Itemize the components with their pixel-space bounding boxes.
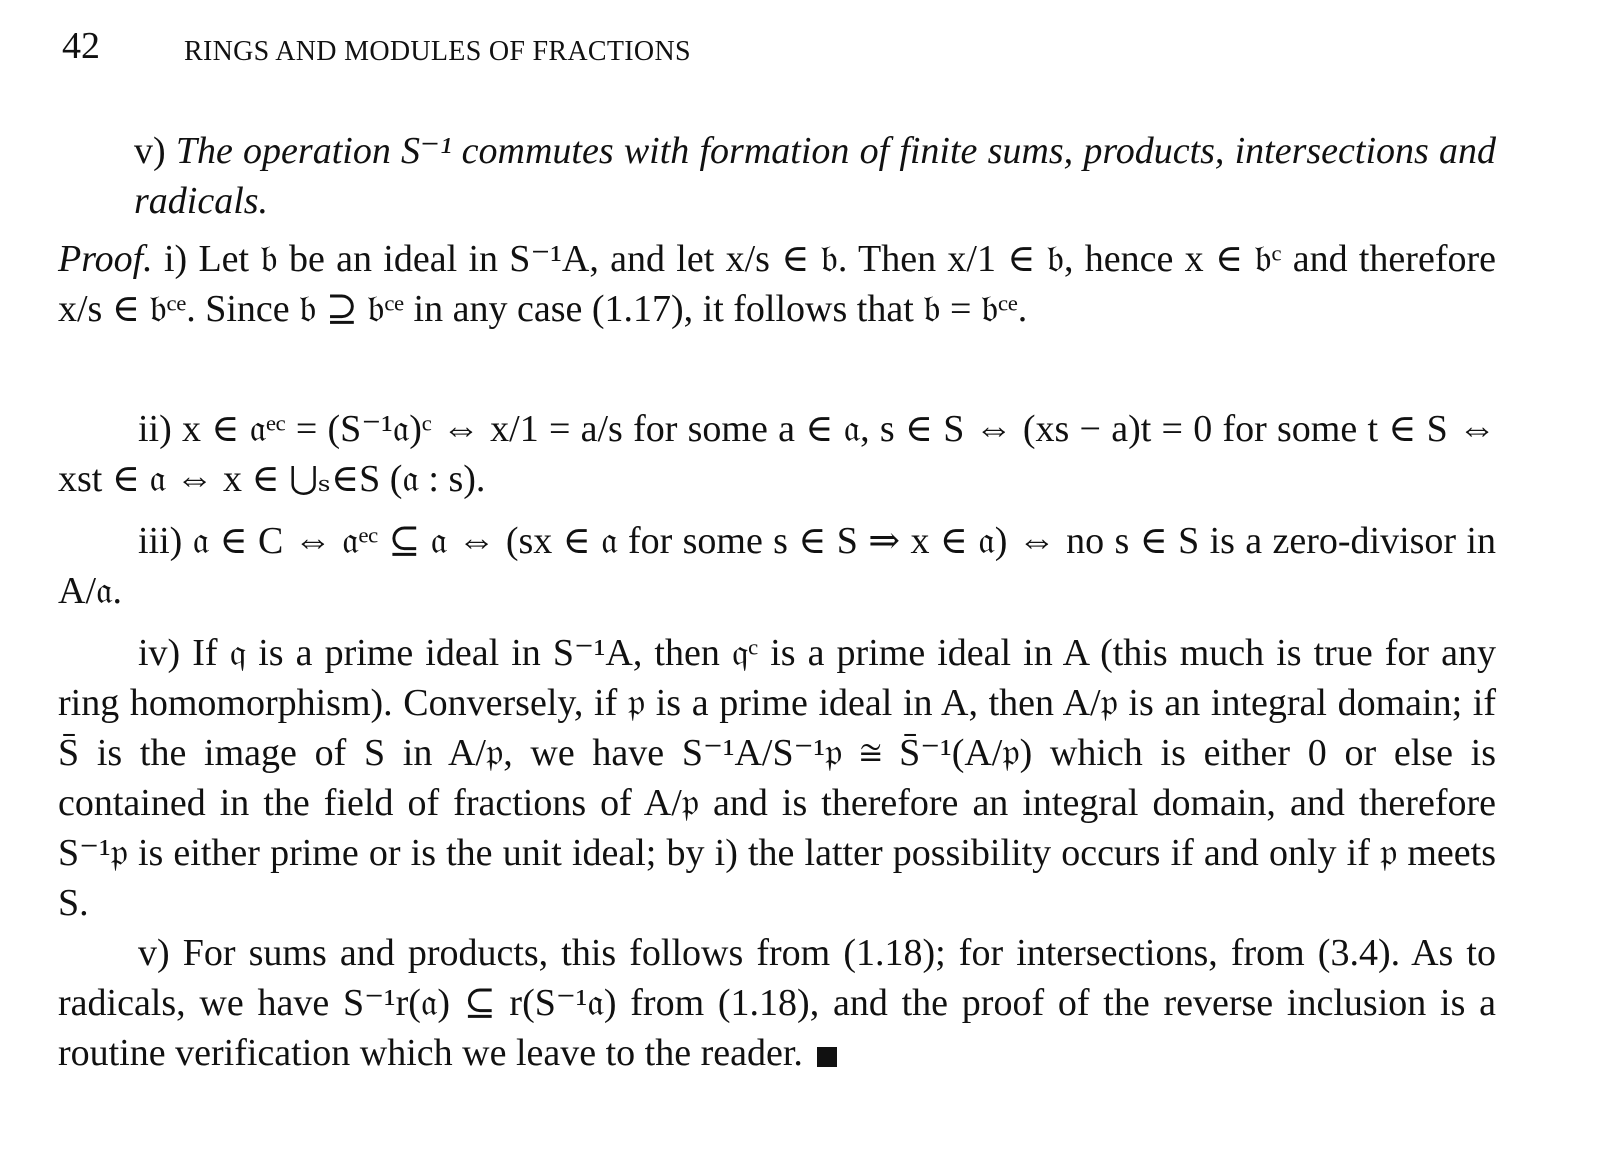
proof-part-iii [58, 516, 1496, 616]
statement-v-text: The operation S⁻¹ commutes with formation of finite sums, products, intersections and radicals. [134, 130, 1496, 222]
proof-part-i [58, 234, 1496, 334]
end-of-proof-square-icon [817, 1047, 837, 1067]
statement-v [134, 126, 1496, 226]
proof-part-v [58, 928, 1496, 1078]
proof-part-iv [58, 628, 1496, 928]
proof-part-ii [58, 404, 1496, 504]
proof-part-v-text: v) For sums and products, this follows from (1.18); for intersections, from (3.4). As to radicals, we have S⁻¹r(𝔞) ⊆ r(S⁻¹𝔞) from (1.18), and the proof of the reverse inclusion is a routine verification which we leave to the reader. [58, 932, 1496, 1074]
proof-part-iv-text: iv) If 𝔮 is a prime ideal in S⁻¹A, then 𝔮ᶜ is a prime ideal in A (this much is true for any ring homomorphism). Conversely, if 𝔭 is a prime ideal in A, then A/𝔭 is an integral domain; if S̄ is the image of S in A/𝔭, we have S⁻¹A/S⁻¹𝔭 ≅ S̄⁻¹(A/𝔭) which is either 0 or else is contained in the field of fractions of A/𝔭 and is therefore an integral domain, and therefore S⁻¹𝔭 is either prime or is the unit ideal; by i) the latter possibility occurs if and only if 𝔭 meets S. [58, 632, 1496, 924]
proof-heading: Proof. [58, 238, 153, 280]
proof-part-i-text: i) Let 𝔟 be an ideal in S⁻¹A, and let x/s ∈ 𝔟. Then x/1 ∈ 𝔟, hence x ∈ 𝔟ᶜ and therefore x/s ∈ 𝔟ᶜᵉ. Since 𝔟 ⊇ 𝔟ᶜᵉ in any case (1.17), it follows that 𝔟 = 𝔟ᶜᵉ. [58, 238, 1496, 330]
statement-v-label: v) [134, 130, 166, 172]
proof-part-iii-text: iii) 𝔞 ∈ C ⇔ 𝔞ᵉᶜ ⊆ 𝔞 ⇔ (sx ∈ 𝔞 for some s ∈ S ⇒ x ∈ 𝔞) ⇔ no s ∈ S is a zero-divisor in A/𝔞. [58, 520, 1496, 612]
page-header [62, 24, 1543, 74]
page-number: 42 [62, 25, 100, 67]
proof-part-ii-text: ii) x ∈ 𝔞ᵉᶜ = (S⁻¹𝔞)ᶜ ⇔ x/1 = a/s for some a ∈ 𝔞, s ∈ S ⇔ (xs − a)t = 0 for some t ∈ S ⇔ xst ∈ 𝔞 ⇔ x ∈ ⋃ₛ∈S (𝔞 : s). [58, 408, 1496, 500]
running-head: RINGS AND MODULES OF FRACTIONS [184, 36, 691, 67]
